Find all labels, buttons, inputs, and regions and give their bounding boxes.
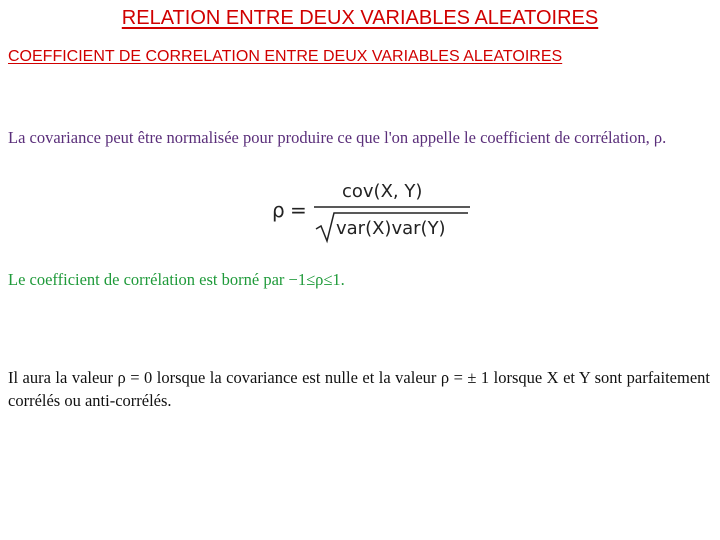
formula-equals: = (290, 198, 307, 222)
intro-paragraph: La covariance peut être normalisée pour produire ce que l'on appelle le coefficient de corrélation, ρ. (8, 128, 667, 147)
formula-numerator: cov(X, Y) (342, 181, 423, 202)
formula-rho: ρ (272, 198, 285, 222)
section-subtitle: COEFFICIENT DE CORRELATION ENTRE DEUX VARIABLES ALEATOIRES (8, 48, 563, 65)
page-title: RELATION ENTRE DEUX VARIABLES ALEATOIRES (121, 7, 599, 29)
correlation-formula (270, 175, 480, 247)
values-paragraph: Il aura la valeur ρ = 0 lorsque la covariance est nulle et la valeur ρ = ± 1 lorsque X et Y sont parfaitement corrélés ou anti-corrélés. (8, 368, 710, 410)
bound-paragraph: Le coefficient de corrélation est borné par −1≤ρ≤1. (8, 270, 345, 289)
formula-denominator: var(X)var(Y) (336, 218, 446, 239)
